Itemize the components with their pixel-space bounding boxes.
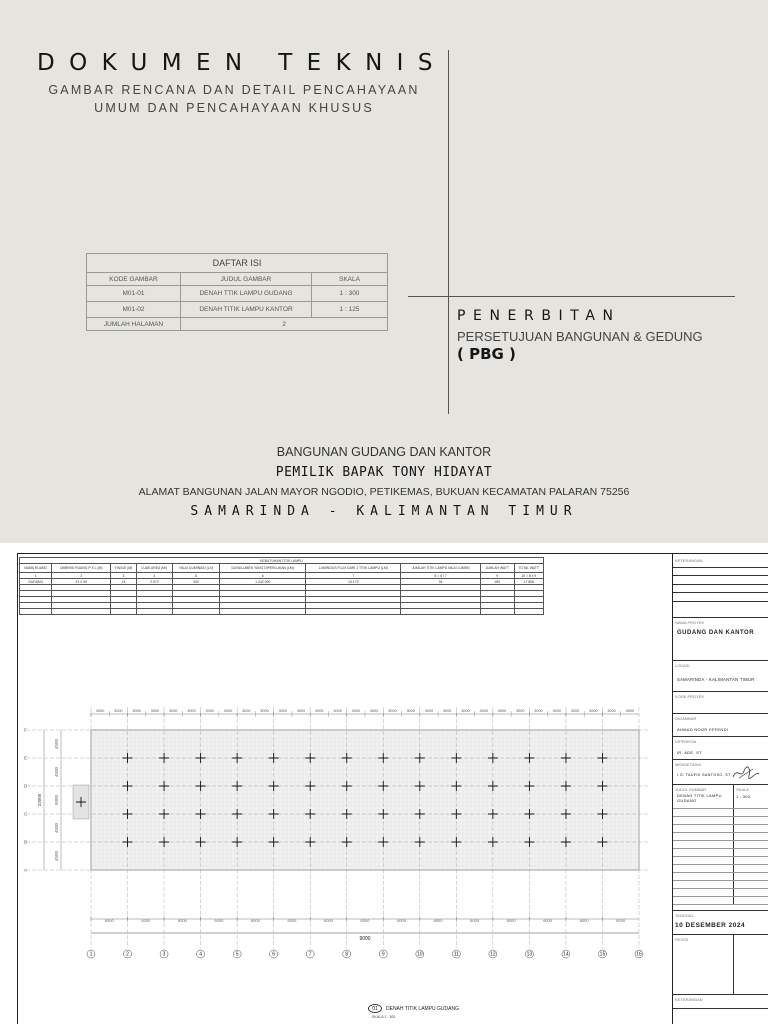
top-dimension-value: 3000 [205,709,214,713]
toc-code: M01-01 [87,286,181,302]
side-dimension-value: 4500 [54,822,59,834]
top-dimension-value: 3000 [187,709,196,713]
grid-number: 11 [453,951,459,958]
toc-scale: 1 : 125 [312,302,388,318]
calc-index-cell: 7 [306,573,401,579]
building-address: ALAMAT BANGUNAN JALAN MAYOR NGODIO, PETIKEMAS, BUKUAN KECAMATAN PALARAN 75256 [138,486,630,498]
tb-approved-label: MENGETAHUI [675,762,702,767]
tb-ruled-line [673,832,768,833]
tb-divider [673,601,768,602]
calc-header-cell: LUMINOUS FLUX DARI 1 TITIK LAMPU (LM) [306,564,401,573]
toc-header-scale: SKALA [312,273,388,286]
top-dimension-value: 3000 [132,709,141,713]
top-dimension-value: 3000 [296,709,306,713]
grid-number: 5 [235,951,239,958]
calc-header-cell: TINGGI (M) [111,564,136,573]
signature-scribble-icon [731,765,761,781]
calc-data-cell: 13.179 [306,579,401,585]
grid-row-label: A [24,867,28,873]
side-dimension-value: 4500 [54,738,59,750]
document-title: DOKUMEN TEKNIS [37,50,447,76]
tb-scale-label: SKALA [736,787,749,792]
calc-header-cell: TOTAL WATT [514,564,544,573]
grid-row-label: D [24,783,28,789]
cover-vertical-divider [448,50,449,414]
grid-row-label: C [24,811,28,817]
building-outline [91,730,639,870]
top-dimension-value: 3000 [242,709,251,713]
top-dimension-value: 3000 [369,709,379,713]
top-dimension-value: 3000 [150,709,160,713]
bottom-dimension-value: 6000 [104,918,114,923]
top-dimension-value: 3000 [625,709,635,713]
side-total-value: 23000 [37,793,42,807]
tb-sheet-title-value: DENAH TITIK LAMPU GUDANG [677,793,722,803]
bottom-dimension-value: 6000 [250,918,260,923]
grid-number: 6 [272,951,276,958]
calc-header-cell: JUMLAH TITIK LAMPU NILAI LUMEN [401,564,481,573]
calc-header-cell: NAMA RUANG [20,564,52,573]
calc-index-cell: 5 [173,573,220,579]
calc-header-row [20,564,544,573]
bottom-dimension-value: 6000 [506,918,516,923]
tb-location-label: LOKASI [675,663,690,668]
plan-caption [368,1004,459,1013]
top-dimension-value: 3000 [479,709,488,713]
toc-row [87,286,388,302]
tb-divider [673,660,768,661]
calc-index-cell: 8 = 6 / 7 [401,573,481,579]
side-dimension-value: 5000 [54,794,59,806]
top-dimension-value: 3000 [534,709,543,713]
grid-number: 10 [417,951,423,958]
tb-divider [673,592,768,593]
toc-header-title: JUDUL GAMBAR [181,273,312,286]
tb-ruled-line [673,808,768,809]
grid-number: 1 [89,951,93,958]
tb-ruled-line [673,848,768,849]
calc-index-cell: 4 [136,573,172,579]
title-block [672,553,768,1024]
grid-number: 7 [308,951,312,958]
tb-ruled-line [673,856,768,857]
tb-checked-value: IR. ADE, ST [677,750,702,755]
tb-divider [673,617,768,618]
side-dimension-value: 4500 [54,850,59,862]
grid-number: 2 [126,951,129,958]
calc-index-cell: 6 [220,573,306,579]
tb-divider [673,584,768,585]
top-dimension-value: 3000 [424,709,434,713]
tb-drawn-value: AHMAD NOOR EFFENDI [677,727,729,732]
calc-data-cell: 94 [401,579,481,585]
city-region: SAMARINDA - KALIMANTAN TIMUR [190,504,578,519]
tb-divider [673,736,768,737]
tb-ruled-line [673,840,768,841]
tb-divider [673,910,768,911]
tb-divider [673,784,768,785]
bottom-dimension-value: 6000 [470,918,480,923]
calc-data-cell: 1.242.000 [220,579,306,585]
tb-ruled-line [673,880,768,881]
top-dimension-value: 3000 [406,709,415,713]
calc-data-cell: 2.070 [136,579,172,585]
tb-ruled-line [673,872,768,873]
tb-divider [673,691,768,692]
publisher-subtitle: PERSETUJUAN BANGUNAN & GEDUNG [457,329,703,344]
bottom-dimension-value: 6000 [433,918,443,923]
calc-index-cell: 1 [20,573,52,579]
toc-code: M01-02 [87,302,181,318]
bottom-dimension-value: 6000 [397,918,406,923]
calc-index-cell: 10 = 8 x 9 [514,573,544,579]
top-dimension-value: 3000 [461,709,470,713]
grid-number: 15 [599,951,606,958]
toc-title: DENAH TTIK LAMPU GUDANG [181,286,312,302]
tb-ruled-line [673,816,768,817]
calc-group-header: KEBUTUHAN TITIK LAMPU [20,558,544,564]
owner-name: PEMILIK BAPAK TONY HIDAYAT [275,465,493,480]
document-subtitle-line1: GAMBAR RENCANA DAN DETAIL PENCAHAYAAN [48,83,420,97]
tb-ruled-line [673,888,768,889]
total-dimension-value: 9000 [359,936,371,942]
grid-number: 12 [490,951,496,958]
bottom-dimension-value: 6000 [214,918,224,923]
drawing-sheet [0,543,768,1024]
top-dimension-value: 3000 [114,709,123,713]
toc-caption: DAFTAR ISI [87,254,388,273]
tb-ruled-line [673,824,768,825]
grid-row-label: E [24,755,28,761]
tb-sheet-title-label: JUDUL GAMBAR [675,787,707,792]
tb-keterangan-label: KETERANGAN [675,558,703,563]
tb-date-value: 10 DESEMBER 2024 [675,922,746,929]
toc-scale: 1 : 300 [312,286,388,302]
top-dimension-value: 3000 [516,709,525,713]
calc-data-cell: 13 [111,579,136,585]
tb-divider [673,567,768,568]
grid-row-label: B [24,839,28,845]
warehouse-floor-plan [18,693,670,993]
bottom-dimension-value: 6000 [543,918,553,923]
top-dimension-value: 3000 [497,709,507,713]
calc-header-cell: DIMENSI RUANG P X L (M) [52,564,111,573]
top-dimension-value: 3000 [351,709,361,713]
top-dimension-value: 3000 [333,709,342,713]
tb-project-value: GUDANG DAN KANTOR [677,630,755,636]
bottom-dimension-value: 6000 [287,918,297,923]
top-dimension-value: 3000 [260,709,269,713]
tb-ruled-line [673,904,768,905]
bottom-dimension-value: 6000 [616,918,626,923]
top-dimension-value: 3000 [442,709,452,713]
bottom-dimension-value: 6000 [360,918,370,923]
calc-data-cell: 17.866 [514,579,544,585]
publisher-acronym: ( PBG ) [457,345,516,363]
toc-title: DENAH TITIK LAMPU KANTOR [181,302,312,318]
tb-divider [673,713,768,714]
top-dimension-value: 3000 [315,709,324,713]
calc-index-cell: 2 [52,573,111,579]
calc-header-cell: DAYA/LUMEN YANG DIPERLUKAN (LM) [220,564,306,573]
grid-number: 9 [381,951,385,958]
toc-total-row [87,318,388,331]
top-dimension-value: 3000 [278,709,288,713]
toc-row [87,302,388,318]
tb-divider [673,759,768,760]
tb-approved-value: I.G. TAUFIK SANTOSO, ST [677,773,731,777]
top-dimension-value: 3000 [388,709,397,713]
bottom-dimension-value: 6000 [579,918,589,923]
calc-data-cell: 189 [480,579,514,585]
document-subtitle-line2: UMUM DAN PENCAHAYAAN KHUSUS [94,101,374,115]
top-dimension-value: 3000 [607,709,616,713]
grid-row-label: F [24,727,27,733]
tb-vertical-divider [733,934,734,994]
grid-number: 4 [199,951,202,958]
publisher-title: PENERBITAN [457,308,621,324]
grid-number: 3 [162,951,166,958]
toc-total-label: JUMLAH HALAMAN [87,318,181,331]
top-dimension-value: 3000 [95,709,105,713]
tb-divider [673,994,768,995]
grid-number: 13 [526,951,533,958]
calc-header-cell: JUMLAH WATT [480,564,514,573]
plan-grid [24,707,648,958]
building-name: BANGUNAN GUDANG DAN KANTOR [276,445,492,459]
top-dimension-value: 3000 [223,709,233,713]
tb-ruled-line [673,864,768,865]
calc-header-cell: NILAI ILUMINASI (LX) [173,564,220,573]
calc-empty-row [20,609,544,615]
tb-scale-value: 1 : 300 [736,794,751,799]
toc-total-value: 2 [181,318,388,331]
grid-number: 14 [563,951,569,958]
top-dimension-value: 3000 [552,709,562,713]
caption-number: 01 [368,1004,382,1013]
tb-divider [673,575,768,576]
calc-index-cell: 9 [480,573,514,579]
calc-data-cell: 23 X 90 [52,579,111,585]
tb-divider [673,934,768,935]
calc-index-cell: 3 [111,573,136,579]
tb-divider [673,1008,768,1009]
calc-data-cell: GUDANG [20,579,52,585]
side-dimension-value: 4500 [54,766,59,778]
grid-number: 16 [636,951,642,958]
caption-scale: SKALA 1 : 300 [372,1015,396,1019]
lighting-calc-table [19,557,544,615]
bottom-dimension-value: 6000 [141,918,151,923]
tb-project-label: NAMA PROYEK [675,620,705,625]
tb-code-label: KODE PROYEK [675,694,705,699]
caption-title: DENAH TITIK LAMPU GUDANG [386,1006,459,1012]
top-dimension-value: 3000 [570,709,580,713]
tb-ruled-line [673,896,768,897]
calc-data-cell: 300 [173,579,220,585]
bottom-dimension-value: 6000 [177,918,187,923]
top-dimension-value: 3000 [168,709,178,713]
cover-horizontal-divider [408,296,735,297]
toc-header-code: KODE GAMBAR [87,273,181,286]
tb-checked-label: DIPERIKSA [675,739,697,744]
tb-location-value: SAMARINDA - KALIMANTAN TIMUR [677,677,755,682]
tb-revisi-label: REVISI [675,937,689,942]
tb-vertical-divider [733,784,734,904]
grid-number: 8 [345,951,349,958]
tb-drawn-label: DIGAMBAR [675,716,697,721]
table-of-contents [86,253,388,331]
top-dimension-value: 3000 [589,709,598,713]
bottom-dimension-value: 6000 [324,918,333,923]
tb-date-label: TANGGAL [675,913,694,918]
sheet-top-border [17,553,768,554]
tb-keterangan2-label: KETERANGAN [675,997,703,1002]
calc-header-cell: LUAS AREA (M²) [136,564,172,573]
